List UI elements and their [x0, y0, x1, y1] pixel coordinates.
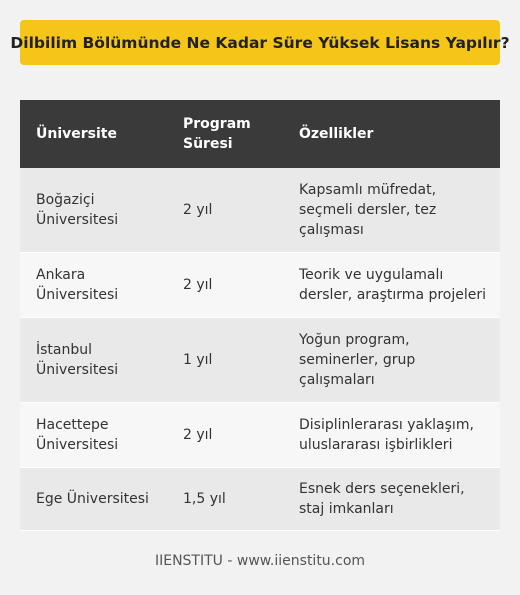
table-row — [20, 168, 500, 253]
comparison-table — [20, 100, 500, 531]
cell-university: Boğaziçi Üniversitesi — [20, 168, 167, 253]
footer-credit: IIENSTITU - www.iienstitu.com — [154, 553, 366, 569]
cell-university: Ege Üniversitesi — [20, 468, 167, 531]
cell-features: Kapsamlı müfredat, seçmeli dersler, tez çalışması — [283, 168, 500, 253]
table-row — [20, 403, 500, 468]
cell-duration: 2 yıl — [167, 168, 283, 253]
cell-features: Disiplinlerarası yaklaşım, uluslararası işbirlikleri — [283, 403, 500, 468]
table-row — [20, 318, 500, 403]
title-banner — [10, 20, 510, 65]
table-header-row — [20, 100, 500, 168]
table-row — [20, 253, 500, 318]
cell-features: Teorik ve uygulamalı dersler, araştırma projeleri — [283, 253, 500, 318]
cell-duration: 2 yıl — [167, 403, 283, 468]
cell-university: İstanbul Üniversitesi — [20, 318, 167, 403]
cell-duration: 2 yıl — [167, 253, 283, 318]
cell-duration: 1,5 yıl — [167, 468, 283, 531]
header-features: Özellikler — [283, 100, 500, 168]
cell-university: Ankara Üniversitesi — [20, 253, 167, 318]
cell-university: Hacettepe Üniversitesi — [20, 403, 167, 468]
table-row — [20, 468, 500, 531]
header-duration: Program Süresi — [167, 100, 283, 168]
cell-features: Yoğun program, seminerler, grup çalışmaları — [283, 318, 500, 403]
header-university: Üniversite — [20, 100, 167, 168]
cell-features: Esnek ders seçenekleri, staj imkanları — [283, 468, 500, 531]
page-title: Dilbilim Bölümünde Ne Kadar Süre Yüksek Lisans Yapılır? — [10, 33, 510, 52]
cell-duration: 1 yıl — [167, 318, 283, 403]
